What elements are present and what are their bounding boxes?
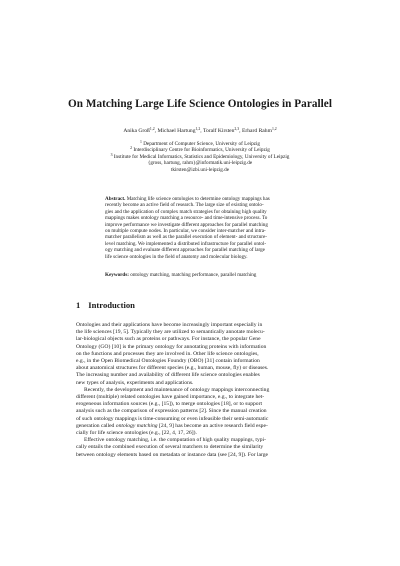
body-line: cally entails the combined execution of several matchers to determine the similarity	[76, 444, 264, 451]
abstract-line: recently become an active field of research. The large size of existing ontolo-	[105, 202, 264, 209]
author: Michael Hartung$^{1,2}$	[157, 127, 201, 134]
abstract-line: Matching life science ontologies to determine ontology mappings has	[125, 196, 270, 202]
body-line: generation called ontology matching [24, 9] has become an active research field espe-	[76, 422, 268, 429]
author: Erhard Rahm$^{1,2}$	[241, 127, 277, 134]
section-heading	[76, 300, 135, 310]
email: {gross, hartung, rahm}@informatik.uni-leipzig.de	[147, 160, 253, 167]
body-line: Recently, the development and maintenance of ontology mappings interconnecting	[84, 386, 270, 393]
body-line: Effective ontology matching, i.e. the computation of high quality mappings, typi-	[84, 437, 266, 444]
body-line: different (multiple) related ontologies have gained importance, e.g., to integrate het-	[76, 394, 265, 401]
keywords	[105, 272, 305, 278]
author: Anika Groß$^{1,2}$	[123, 127, 155, 134]
body-line: the life sciences [19, 5]. Typically they are utilized to semantically annotate molecu-	[76, 329, 265, 336]
body-line: new types of analysis, experiments and applications.	[76, 379, 194, 386]
abstract-line: level matching. We implemented a distributed infrastructure for parallel ontol-	[105, 240, 267, 247]
body-line: analysis such as the comparison of expression patterns [2]. Since the manual creation	[76, 408, 267, 415]
email: tkirsten@izbi.uni-leipzig.de	[170, 166, 230, 173]
abstract-line: mappings makes ontology matching a resource- and time-intensive process. To	[105, 215, 268, 222]
body-line: of such ontology mappings is time-consuming or even infeasible their semi-automatic	[76, 415, 269, 422]
section-title: Introduction	[88, 300, 135, 310]
body-line: cially for life science ontologies (e.g., [22, 4, 17, 26]).	[76, 430, 197, 437]
body-text	[76, 322, 325, 459]
body-line: e.g., in the Open Biomedical Ontologies Foundry (OBO) [31] contain information	[76, 358, 260, 365]
abstract-line: improve performance we investigate different approaches for parallel matching	[105, 221, 268, 228]
abstract-label: Abstract.	[105, 196, 126, 202]
emphasis: ontology matching	[115, 422, 158, 429]
affiliation: $^1$ Department of Computer Science, University of Leipzig	[139, 140, 261, 147]
affiliation: $^2$ Interdisciplinary Centre for Bioinformatics, University of Leipzig	[130, 146, 270, 154]
abstract-line: on multiple compute nodes. In particular, we consider inter-matcher and intra-	[105, 228, 266, 235]
keywords-text: ontology matching, matching performance, parallel matching	[129, 272, 257, 278]
body-line: erogeneous information sources (e.g., [15]), to merge ontologies [18], or to support	[76, 401, 263, 408]
abstract-line: gies and the application of complex match strategies for obtaining high quality	[105, 208, 267, 215]
body-line: Ontology (GO) [10] is the primary ontology for annotating proteins with information	[76, 343, 267, 350]
affiliations	[0, 141, 400, 173]
abstract	[105, 196, 296, 260]
abstract-line: ogy matching and evaluate different approaches for parallel matching of large	[105, 247, 265, 254]
section-number: 1	[76, 300, 81, 310]
body-line: on the functions and processes they are involved in. Other life science ontologies,	[76, 350, 259, 357]
body-line: between ontology elements based on metadata or instance data (see [24, 9]). For large	[76, 451, 269, 458]
affiliation: $^3$ Institute for Medical Informatics, Statistics and Epidemiology, University of Leipzig	[110, 152, 290, 160]
author-list: Anika Groß$^{1,2}$, Michael Hartung$^{1,2}$, Toralf Kirsten$^{2,3}$, Erhard Rahm$^{1,2}$	[123, 127, 277, 134]
body-line: The increasing number and availability of different life science ontologies enables	[76, 372, 260, 379]
keywords-label: Keywords:	[105, 272, 129, 278]
paper-title: On Matching Large Life Science Ontologies in Parallel	[68, 98, 332, 110]
body-line: Ontologies and their applications have become increasingly important especially in	[76, 322, 263, 328]
author: Toralf Kirsten$^{2,3}$	[202, 127, 240, 134]
abstract-line: life science ontologies in the field of anatomy and molecular biology.	[105, 253, 248, 260]
body-line: lar-biological objects such as proteins or pathways. For instance, the popular Gene	[76, 336, 261, 343]
body-line: about anatomical structures for different species (e.g., human, mouse, fly) or diseases.	[76, 365, 269, 372]
abstract-line: matcher parallelism as well as the parallel execution of element- and structure-	[105, 234, 268, 241]
